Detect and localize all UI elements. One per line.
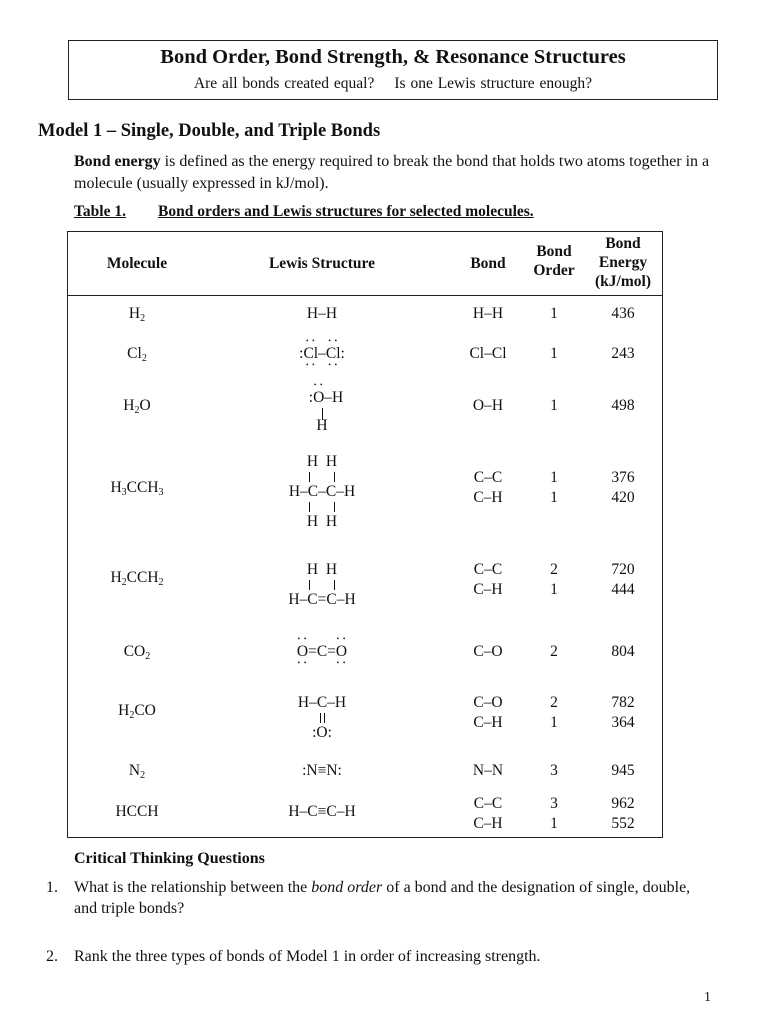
molecule-cell: $H_2CCH_2$ bbox=[110, 569, 164, 588]
energy-cell: 436 bbox=[611, 305, 635, 322]
energy-cell: 804 bbox=[611, 643, 635, 660]
molecule-cell: $N_2$ bbox=[128, 762, 146, 781]
bond-cell: C–C C–H bbox=[473, 469, 503, 506]
lewis-cell: H–H bbox=[306, 305, 338, 322]
order-cell: 1 bbox=[550, 397, 558, 414]
lewis-cell: :• • Cl • •–• • Cl • •: bbox=[228, 344, 416, 364]
question-text: Rank the three types of bonds of Model 1 in order of increasing strength. bbox=[74, 948, 541, 965]
bond-cell: H–H bbox=[472, 305, 504, 322]
order-cell: 1 bbox=[550, 345, 558, 362]
header-molecule: Molecule bbox=[106, 255, 168, 272]
header-energy-line-2: Energy bbox=[598, 254, 648, 271]
question-number: 1. bbox=[46, 879, 58, 896]
bond-cell: Cl–Cl bbox=[469, 345, 507, 362]
molecule-cell: $H_2CO$ bbox=[118, 702, 156, 721]
table-header-row bbox=[68, 232, 662, 296]
page-title: Bond Order, Bond Strength, & Resonance Structures bbox=[160, 46, 626, 68]
question-1 bbox=[46, 877, 726, 921]
molecule-cell: $H_3CCH_3$ bbox=[110, 479, 164, 498]
order-cell: 2 bbox=[550, 643, 558, 660]
table-caption bbox=[74, 203, 534, 221]
molecule-cell: $CO_2$ bbox=[123, 643, 151, 662]
order-cell: 2 1 bbox=[550, 561, 558, 598]
subtitle-questions bbox=[69, 75, 717, 93]
order-cell: 3 bbox=[550, 762, 558, 779]
molecule-cell: HCCH bbox=[115, 803, 159, 820]
molecule-cell: $H_2O$ bbox=[123, 397, 151, 416]
subtitle-question-1: Are all bonds created equal? bbox=[193, 75, 375, 92]
caption-text: Bond orders and Lewis structures for selected molecules. bbox=[157, 203, 534, 220]
subtitle-question-2: Is one Lewis structure enough? bbox=[394, 75, 593, 92]
lewis-cell: H H H–C–C–H H H bbox=[288, 453, 356, 530]
question-text: What is the relationship between the bond order of a bond and the designation of single, double, and triple bonds? bbox=[74, 879, 691, 917]
header-bond-energy bbox=[582, 234, 664, 291]
molecule-cell: $H_2$ bbox=[128, 305, 146, 324]
order-cell: 1 bbox=[550, 305, 558, 322]
bond-table bbox=[67, 231, 663, 838]
question-2 bbox=[46, 946, 726, 968]
header-energy-line-1: Bond bbox=[605, 235, 641, 252]
lewis-cell: • • O • •=C=• • O • • bbox=[228, 642, 416, 662]
definition-term: Bond energy bbox=[74, 153, 161, 170]
bond-cell: C–C C–H bbox=[473, 795, 503, 832]
title-box bbox=[68, 40, 718, 100]
bond-cell: C–O C–H bbox=[473, 694, 503, 731]
energy-cell: 376 420 bbox=[611, 469, 635, 506]
energy-cell: 720 444 bbox=[611, 561, 635, 598]
bond-cell: N–N bbox=[472, 762, 504, 779]
model-heading: Model 1 – Single, Double, and Triple Bonds bbox=[38, 121, 381, 141]
header-bond-order bbox=[526, 242, 582, 280]
definition-paragraph bbox=[74, 151, 714, 195]
question-number: 2. bbox=[46, 948, 58, 965]
molecule-cell: $Cl_2$ bbox=[127, 345, 147, 364]
bond-cell: O–H bbox=[472, 397, 504, 414]
header-order-line-2: Order bbox=[533, 262, 575, 279]
lewis-cell: :N≡N: bbox=[302, 762, 342, 779]
critical-thinking-heading: Critical Thinking Questions bbox=[74, 850, 265, 867]
header-bond: Bond bbox=[470, 255, 506, 272]
energy-cell: 243 bbox=[611, 345, 635, 362]
energy-cell: 498 bbox=[611, 397, 635, 414]
header-energy-line-3: (kJ/mol) bbox=[595, 273, 651, 290]
bond-cell: C–C C–H bbox=[473, 561, 503, 598]
lewis-cell: H–C≡C–H bbox=[288, 803, 356, 820]
order-cell: 1 1 bbox=[550, 469, 558, 506]
lewis-cell: H H H–C=C–H bbox=[288, 561, 356, 608]
lewis-cell: H–C–H :O: bbox=[297, 694, 347, 741]
header-lewis-structure: Lewis Structure bbox=[268, 255, 376, 272]
order-cell: 2 1 bbox=[550, 694, 558, 731]
energy-cell: 945 bbox=[611, 762, 635, 779]
caption-label: Table 1. bbox=[74, 203, 126, 220]
page-number: 1 bbox=[704, 990, 711, 1005]
order-cell: 3 1 bbox=[550, 795, 558, 832]
energy-cell: 782 364 bbox=[611, 694, 635, 731]
lewis-cell: :• • O–H H bbox=[228, 388, 416, 436]
energy-cell: 962 552 bbox=[611, 795, 635, 832]
header-order-line-1: Bond bbox=[536, 243, 572, 260]
definition-text: is defined as the energy required to break the bond that holds two atoms together in a molecule (usually expressed in kJ/mol). bbox=[74, 153, 710, 192]
bond-cell: C–O bbox=[473, 643, 503, 660]
